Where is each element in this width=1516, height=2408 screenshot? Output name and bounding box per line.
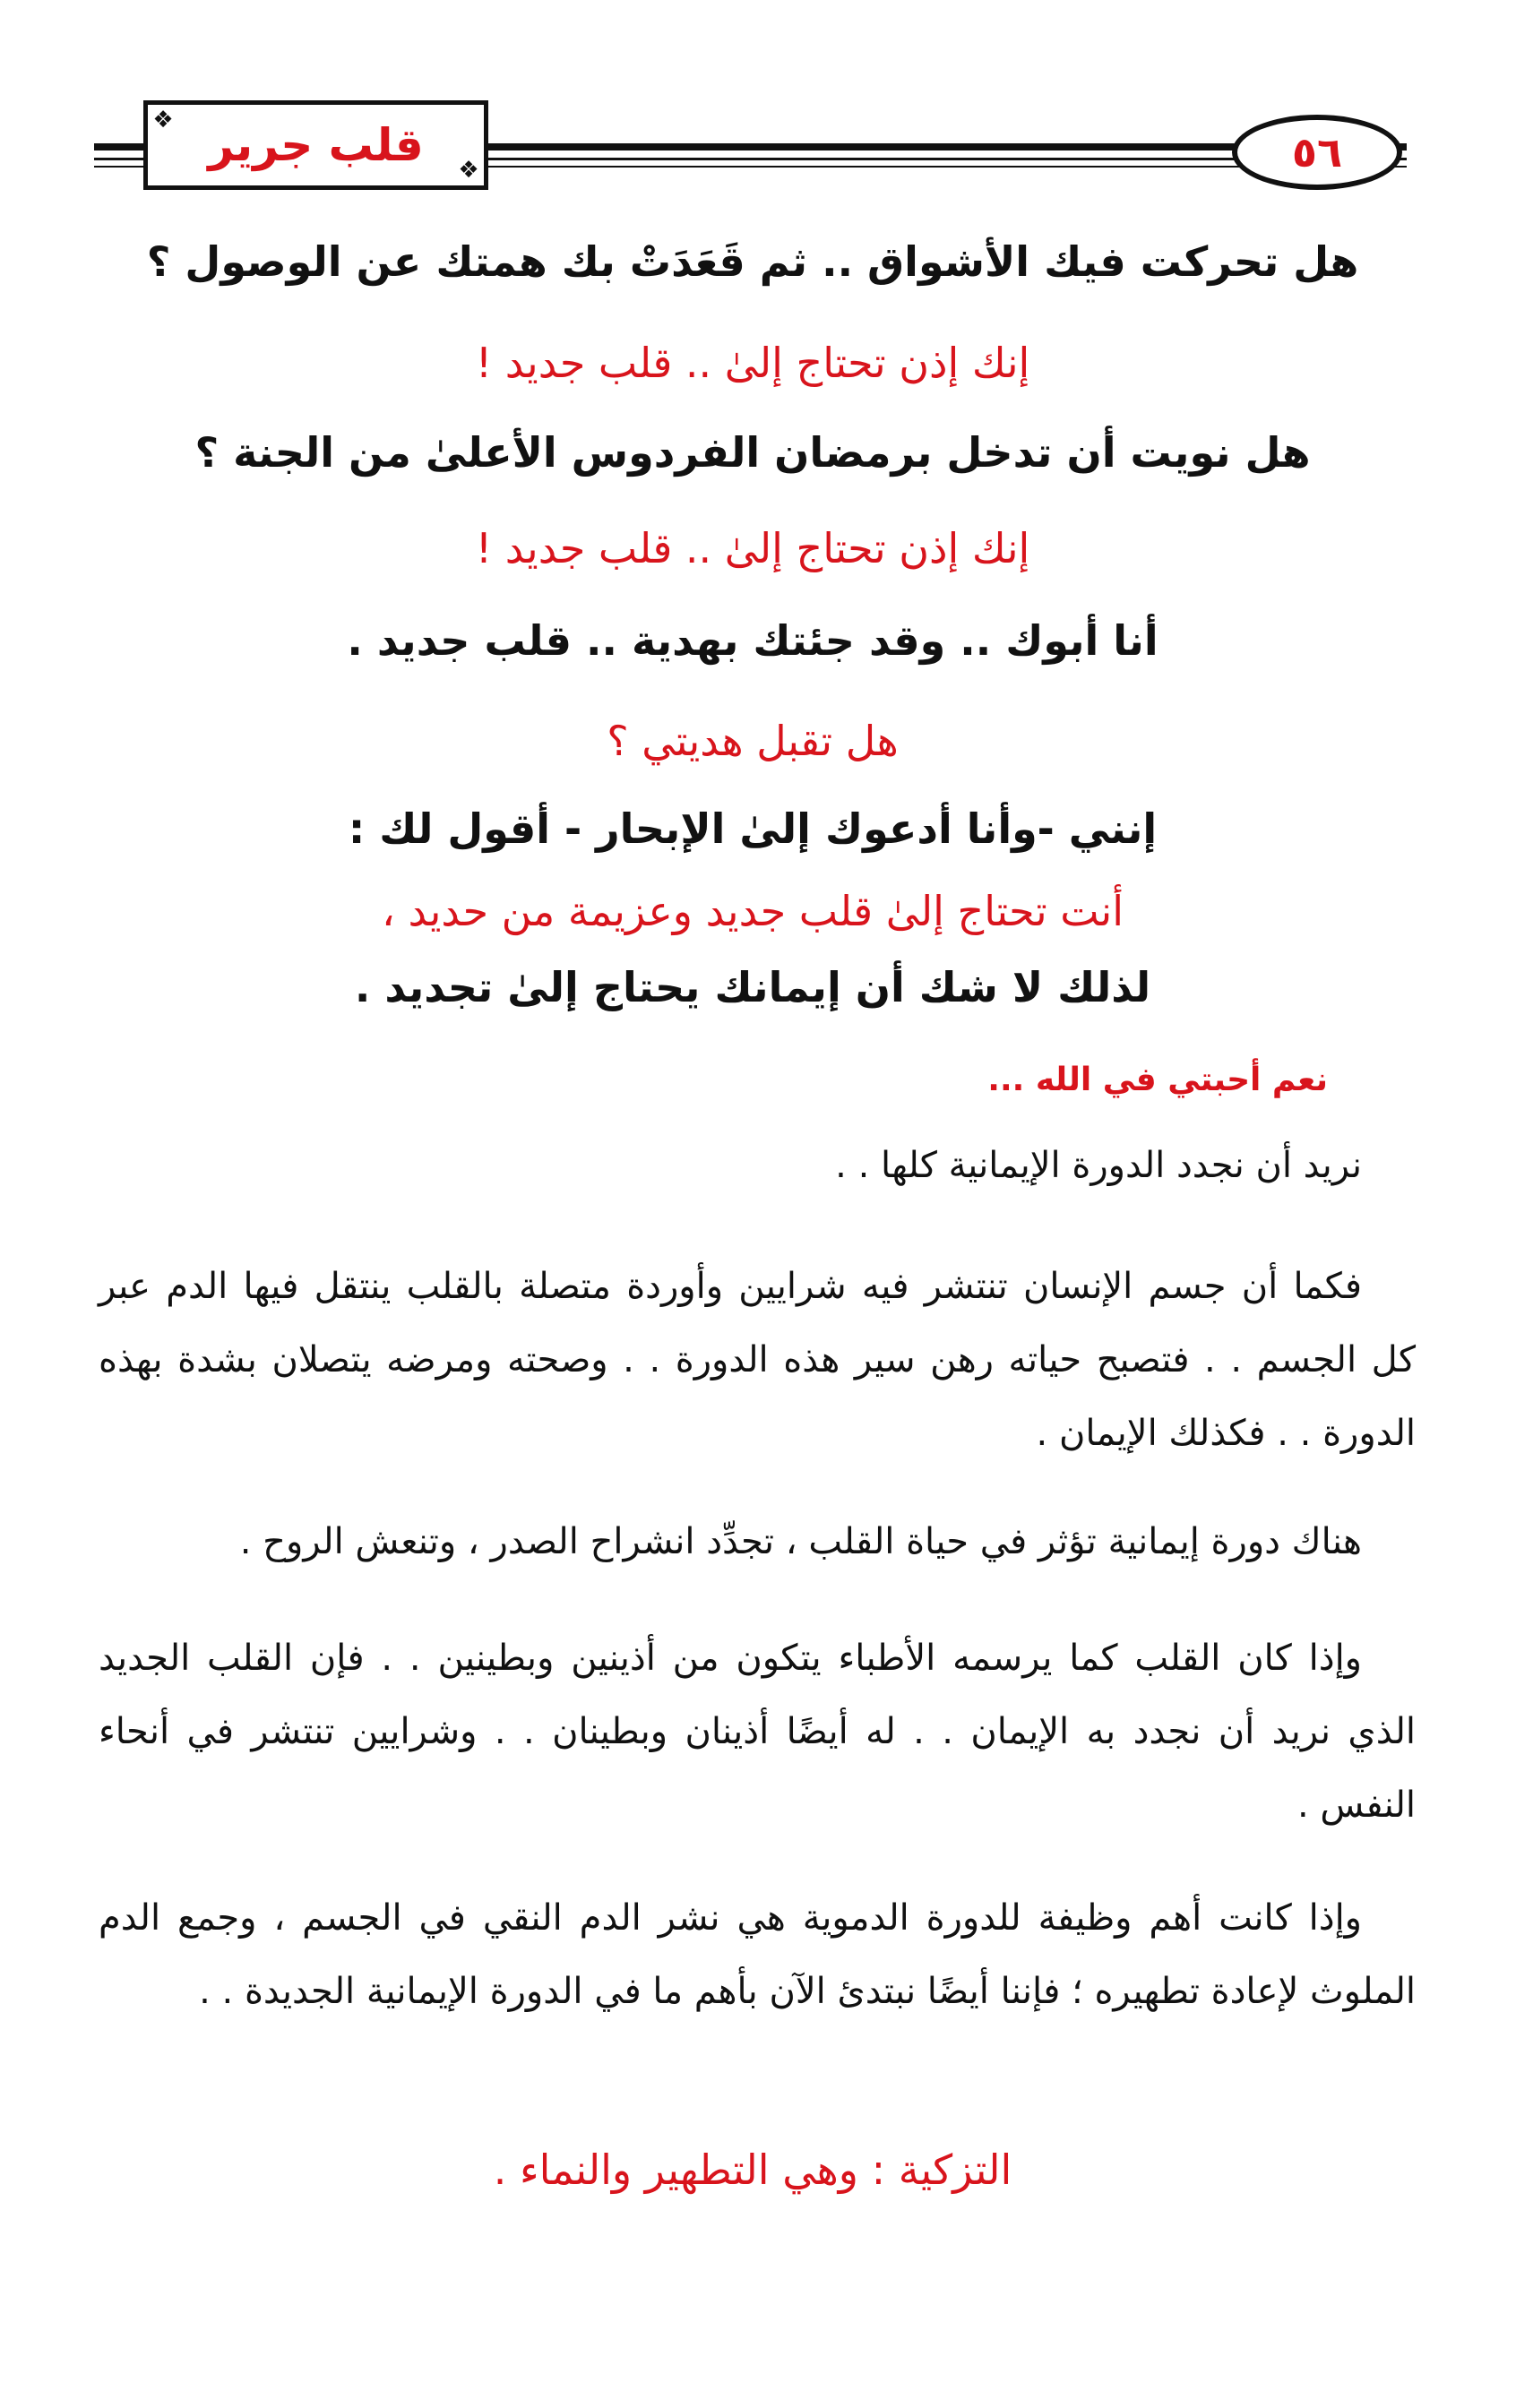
highlight-line: إنك إذن تحتاج إلىٰ .. قلب جديد ! [475,524,1030,572]
paragraph-text: هناك دورة إيمانية تؤثر في حياة القلب ، تجدِّد انشراح الصدر ، وتنعش الروح . [239,1521,1362,1562]
paragraph-text: نريد أن نجدد الدورة الإيمانية كلها . . [835,1145,1362,1186]
highlight-line: هل تقبل هديتي ؟ [607,717,899,765]
highlight-line: أنت تحتاج إلىٰ قلب جديد وعزيمة من حديد ، [382,887,1124,935]
paragraph-text: وإذا كانت أهم وظيفة للدورة الدموية هي نشر الدم النقي في الجسم ، وجمع الدم الملوث لإعادة تطهيره ؛ فإننا أيضًا نبتدئ الآن بأهم ما في الدورة الإيمانية الجديدة . . [99,1897,1416,2012]
corner-ornament-icon: ❖ [152,107,174,133]
intro-line: هل نويت أن تدخل برمضان الفردوس الأعلىٰ من الجنة ؟ [194,428,1311,477]
body-paragraph [99,1505,1416,1578]
body-paragraph [99,1621,1416,1842]
running-title-box [143,100,488,190]
intro-line: أنا أبوك .. وقد جئتك بهدية .. قلب جديد . [347,616,1159,665]
body-paragraph [99,1250,1416,1470]
intro-line: إنني -وأنا أدعوك إلىٰ الإبحار - أقول لك : [348,804,1158,853]
closing-line: التزكية : وهي التطهير والنماء . [493,2146,1012,2194]
highlight-line: إنك إذن تحتاج إلىٰ .. قلب جديد ! [475,339,1030,387]
intro-line: لذلك لا شك أن إيمانك يحتاج إلىٰ تجديد . [354,963,1151,1011]
page-number-oval [1232,115,1402,190]
running-title: قلب جرير [208,119,424,171]
page-number: ٥٦ [1291,128,1343,176]
body-paragraph [99,1129,1416,1202]
intro-line: هل تحركت فيك الأشواق .. ثم قَعَدَتْ بك همتك عن الوصول ؟ [146,237,1359,286]
body-paragraph [99,1881,1416,2028]
section-subheading: نعم أحبتي في الله ... [987,1062,1328,1098]
paragraph-text: وإذا كان القلب كما يرسمه الأطباء يتكون من أذينين وبطينين . . فإن القلب الجديد الذي نريد أن نجدد به الإيمان . . له أيضًا أذينان وبطينان . . وشرايين تنتشر في أنحاء النفس . [99,1638,1416,1826]
corner-ornament-icon: ❖ [458,157,479,184]
paragraph-text: فكما أن جسم الإنسان تنتشر فيه شرايين وأوردة متصلة بالقلب ينتقل فيها الدم عبر كل الجسم . . فتصبح حياته رهن سير هذه الدورة . . وصحته ومرضه يتصلان بشدة بهذه الدورة . . فكذلك الإيمان . [99,1266,1416,1454]
